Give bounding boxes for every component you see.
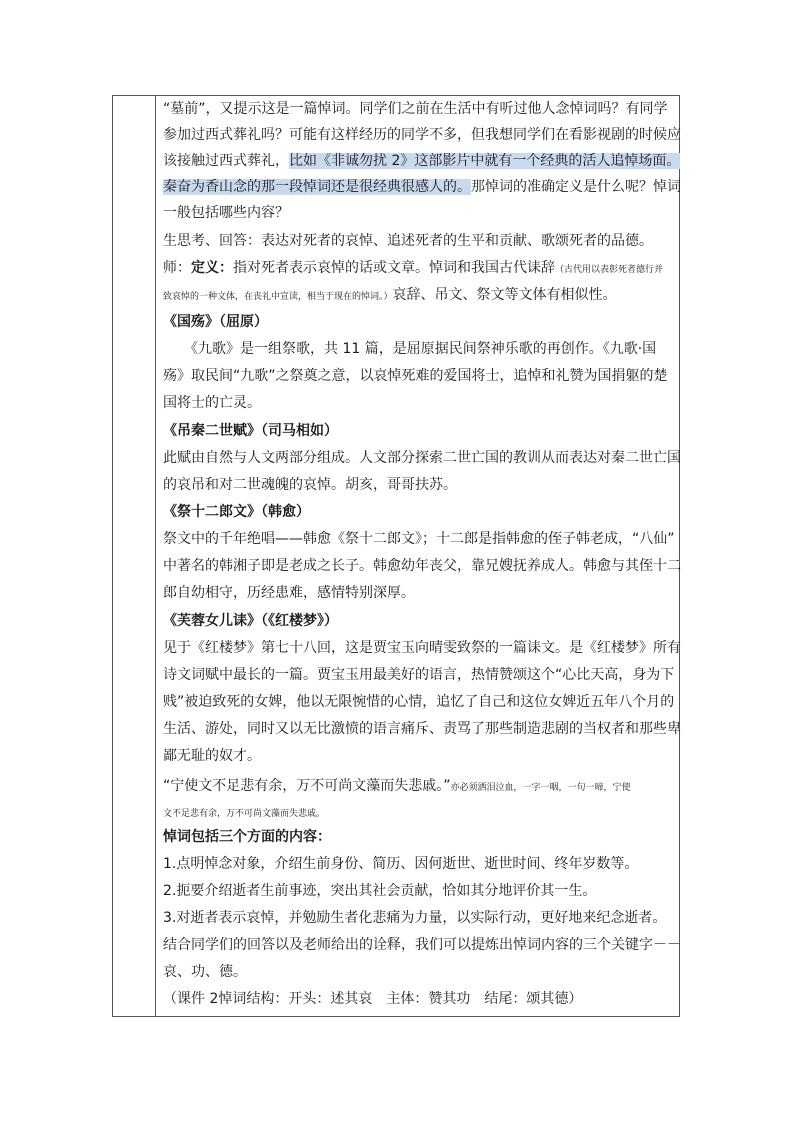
column-divider	[155, 96, 156, 1016]
highlighted-text: 比如《非诚勿扰 2》这部影片中就有一个经典的活人追悼场面。	[289, 153, 681, 169]
lesson-table	[112, 95, 680, 1017]
text-line: 殇》取民间“九歌”之祭奠之意，以哀悼死难的爱国将士，追悼和礼赞为国捐躯的楚	[163, 368, 668, 384]
section-heading: 《祭十二郎文》（韩愈）	[163, 504, 310, 520]
text-line: 见于《红楼梦》第七十八回，这是贾宝玉向晴雯致祭的一篇诔文。是《红楼梦》所有	[163, 640, 681, 656]
text-line: 国将士的亡灵。	[163, 395, 261, 411]
text-line: 哀、功、德。	[163, 964, 247, 980]
list-item: 3.对逝者表示哀悼，并勉励生者化悲痛为力量，以实际行动，更好地来纪念逝者。	[163, 910, 667, 926]
text-line: （课件 2悼词结构：开头：述其哀 主体：赞其功 结尾：颂其德）	[163, 991, 583, 1007]
quote-line: 文不足悲有余，万不可尚文藻而失悲戚。	[163, 809, 326, 819]
list-item: 1.点明悼念对象，介绍生前身份、简历、因何逝世、逝世时间、终年岁数等。	[163, 856, 639, 872]
text-line: 致哀悼的一种文体，在丧礼中宣读，相当于现在的悼词。）哀辞、吊文、祭文等文体有相似性。	[163, 287, 617, 303]
text-line: 郎自幼相守，历经患难，感情特别深厚。	[163, 585, 415, 601]
section-heading: 《国殇》（屈原）	[163, 314, 268, 330]
text-line: 生思考、回答：表达对死者的哀悼、追述死者的生平和贡献、歌颂死者的品德。	[163, 233, 653, 249]
text-line: 诗文词赋中最长的一篇。贾宝玉用最美好的语言，热情赞颂这个“心比天高，身为下	[163, 667, 675, 683]
text-line: 此赋由自然与人文两部分组成。人文部分探索二世亡国的教训从而表达对秦二世亡国	[163, 450, 681, 466]
text-line: 中著名的韩湘子即是老成之长子。韩愈幼年丧父，靠兄嫂抚养成人。韩愈与其侄十二	[163, 558, 681, 574]
text-line: 鄙无耻的奴才。	[163, 748, 261, 764]
highlighted-text: 秦奋为香山念的那一段悼词还是很经典很感人的。	[163, 179, 471, 195]
text-line: 生活、游处，同时又以无比激愤的语言痛斥、责骂了那些制造悲剧的当权者和那些卑	[163, 721, 681, 737]
text-line: 秦奋为香山念的那一段悼词还是很经典很感人的。那悼词的准确定义是什么呢？悼词	[163, 179, 681, 195]
text-line: 师：定义：指对死者表示哀悼的话或文章。悼词和我国古代诔辞（古代用以表彰死者德行并	[163, 260, 664, 276]
text-line: 祭文中的千年绝唱——韩愈《祭十二郎文》；十二郎是指韩愈的侄子韩老成，“八仙”	[163, 531, 675, 547]
quote-line: “宁使文不足悲有余，万不可尚文藻而失悲戚。”亦必须洒泪泣血，一字一咽，一句一啼，宁使	[163, 778, 631, 794]
text-line: 结合同学们的回答以及老师给出的诠释，我们可以提炼出悼词内容的三个关键字－－	[163, 937, 681, 953]
text-line: 的哀吊和对二世魂魄的哀悼。胡亥，哥哥扶苏。	[163, 477, 457, 493]
text-line: 一般包括哪些内容？	[163, 205, 289, 221]
section-heading: 《芙蓉女儿诔》（《红楼梦》）	[163, 613, 338, 629]
text-line: “墓前”，又提示这是一篇悼词。同学们之前在生活中有听过他人念悼词吗？有同学	[163, 101, 668, 117]
section-heading: 悼词包括三个方面的内容：	[163, 829, 331, 845]
list-item: 2.扼要介绍逝者生前事迹，突出其社会贡献，恰如其分地评价其一生。	[163, 883, 597, 899]
text-line: 该接触过西式葬礼，比如《非诚勿扰 2》这部影片中就有一个经典的活人追悼场面。	[163, 153, 681, 169]
text-line: 《九歌》是一组祭歌，共 11 篇，是屈原据民间祭神乐歌的再创作。《九歌·国	[163, 341, 657, 357]
text-line: 贱”被迫致死的女婢，他以无限惋惜的心情，追忆了自己和这位女婢近五年八个月的	[163, 694, 675, 710]
section-heading: 《吊秦二世赋》（司马相如）	[163, 423, 338, 439]
text-line: 参加过西式葬礼吗？可能有这样经历的同学不多，但我想同学们在看影视剧的时候应	[163, 127, 681, 143]
